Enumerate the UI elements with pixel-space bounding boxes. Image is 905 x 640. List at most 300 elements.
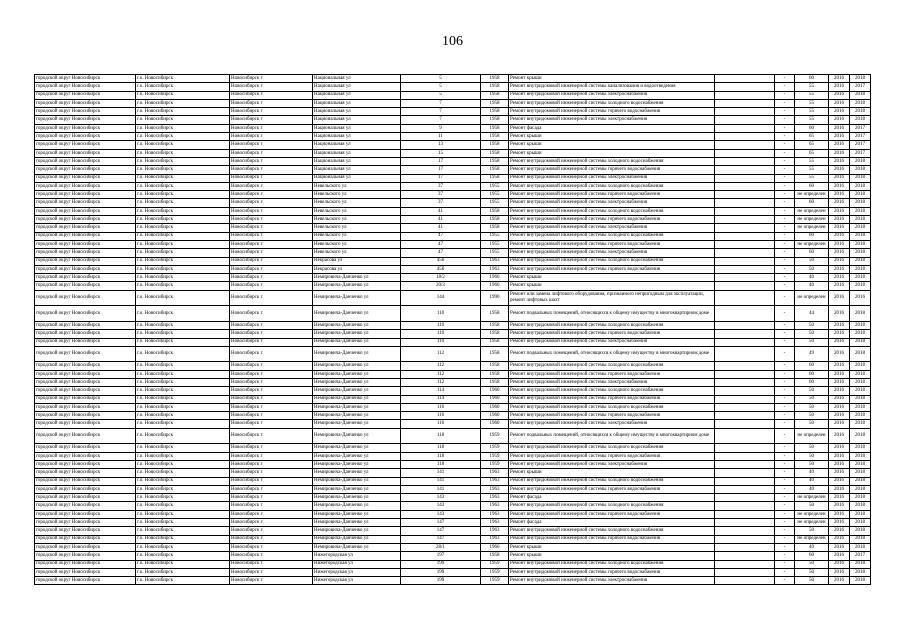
settlement-cell: Новосибирск г	[230, 83, 313, 91]
build-year-cell: 1958	[481, 216, 509, 224]
build-year-cell: 1963	[481, 485, 509, 493]
street-cell: Нижегородская ул	[313, 577, 401, 585]
year-from-cell: 2016	[829, 99, 850, 107]
flag-cell: -	[775, 232, 795, 240]
build-year-cell: 1958	[481, 133, 509, 141]
table-row	[35, 224, 871, 232]
interval-cell: 60	[795, 370, 829, 378]
street-cell: Национальная ул	[313, 75, 401, 83]
municipality-cell: г.о. Новосибирск	[136, 395, 230, 403]
year-to-cell: 2018	[850, 469, 871, 477]
flag-cell: -	[775, 149, 795, 157]
build-year-cell: 1958	[481, 108, 509, 116]
district-cell: городской округ Новосибирск	[35, 224, 136, 232]
year-from-cell: 2016	[829, 207, 850, 215]
district-cell: городской округ Новосибирск	[35, 191, 136, 199]
year-from-cell: 2016	[829, 249, 850, 257]
house-number-cell: 47	[401, 249, 481, 257]
table-row	[35, 387, 871, 395]
flag-cell: -	[775, 527, 795, 535]
year-to-cell: 2018	[850, 510, 871, 518]
flag-cell: -	[775, 543, 795, 551]
year-to-cell: 2018	[850, 403, 871, 411]
district-cell: городской округ Новосибирск	[35, 387, 136, 395]
year-from-cell: 2016	[829, 552, 850, 560]
build-year-cell: 1955	[481, 191, 509, 199]
settlement-cell: Новосибирск г	[230, 257, 313, 265]
street-cell: Немировича-Данченко ул	[313, 452, 401, 460]
flag-cell: -	[775, 387, 795, 395]
flag-cell: -	[775, 290, 795, 306]
district-cell: городской округ Новосибирск	[35, 249, 136, 257]
municipality-cell: г.о. Новосибирск	[136, 182, 230, 190]
blank-cell	[715, 99, 775, 107]
year-from-cell: 2016	[829, 191, 850, 199]
year-from-cell: 2016	[829, 502, 850, 510]
blank-cell	[715, 149, 775, 157]
build-year-cell: 1960	[481, 387, 509, 395]
build-year-cell: 1960	[481, 395, 509, 403]
blank-cell	[715, 157, 775, 165]
work-type-cell: Ремонт внутридомовой инженерной системы холодного водоснабжения	[509, 477, 715, 485]
blank-cell	[715, 412, 775, 420]
street-cell: Немировича-Данченко ул	[313, 321, 401, 329]
interval-cell: 55	[795, 157, 829, 165]
interval-cell: не определен	[795, 191, 829, 199]
table-row	[35, 510, 871, 518]
year-to-cell: 2018	[850, 216, 871, 224]
table-row	[35, 420, 871, 428]
house-number-cell: 5	[401, 75, 481, 83]
district-cell: городской округ Новосибирск	[35, 124, 136, 132]
table-row	[35, 543, 871, 551]
flag-cell: -	[775, 577, 795, 585]
district-cell: городской округ Новосибирск	[35, 519, 136, 527]
interval-cell: 65	[795, 149, 829, 157]
flag-cell: -	[775, 216, 795, 224]
year-to-cell: 2018	[850, 257, 871, 265]
municipality-cell: г.о. Новосибирск	[136, 560, 230, 568]
blank-cell	[715, 387, 775, 395]
build-year-cell: 1958	[481, 116, 509, 124]
settlement-cell: Новосибирск г	[230, 207, 313, 215]
municipality-cell: г.о. Новосибирск	[136, 403, 230, 411]
year-to-cell: 2018	[850, 395, 871, 403]
year-from-cell: 2016	[829, 346, 850, 362]
municipality-cell: г.о. Новосибирск	[136, 535, 230, 543]
municipality-cell: г.о. Новосибирск	[136, 108, 230, 116]
flag-cell: -	[775, 257, 795, 265]
year-from-cell: 2016	[829, 444, 850, 452]
interval-cell: не определен	[795, 216, 829, 224]
table-row	[35, 257, 871, 265]
build-year-cell: 1963	[481, 257, 509, 265]
blank-cell	[715, 116, 775, 124]
settlement-cell: Новосибирск г	[230, 116, 313, 124]
municipality-cell: г.о. Новосибирск	[136, 568, 230, 576]
year-from-cell: 2016	[829, 141, 850, 149]
work-type-cell: Ремонт крыши	[509, 149, 715, 157]
settlement-cell: Новосибирск г	[230, 330, 313, 338]
house-number-cell: 7	[401, 99, 481, 107]
year-to-cell: 2016	[850, 290, 871, 306]
settlement-cell: Новосибирск г	[230, 460, 313, 468]
year-from-cell: 2016	[829, 535, 850, 543]
settlement-cell: Новосибирск г	[230, 560, 313, 568]
blank-cell	[715, 141, 775, 149]
build-year-cell: 1963	[481, 265, 509, 273]
district-cell: городской округ Новосибирск	[35, 157, 136, 165]
house-number-cell: 116	[401, 420, 481, 428]
interval-cell: 40	[795, 274, 829, 282]
build-year-cell: 1963	[481, 477, 509, 485]
district-cell: городской округ Новосибирск	[35, 274, 136, 282]
year-to-cell: 2018	[850, 306, 871, 322]
district-cell: городской округ Новосибирск	[35, 216, 136, 224]
build-year-cell: 1958	[481, 378, 509, 386]
year-from-cell: 2016	[829, 412, 850, 420]
year-to-cell: 2018	[850, 494, 871, 502]
year-to-cell: 2018	[850, 274, 871, 282]
blank-cell	[715, 460, 775, 468]
year-to-cell: 2018	[850, 502, 871, 510]
blank-cell	[715, 535, 775, 543]
house-number-cell: 47	[401, 232, 481, 240]
house-number-cell: 141	[401, 485, 481, 493]
flag-cell: -	[775, 157, 795, 165]
municipality-cell: г.о. Новосибирск	[136, 460, 230, 468]
street-cell: Национальная ул	[313, 124, 401, 132]
street-cell: Немировича-Данченко ул	[313, 428, 401, 444]
blank-cell	[715, 207, 775, 215]
street-cell: Немировича-Данченко ул	[313, 420, 401, 428]
interval-cell: 50	[795, 265, 829, 273]
district-cell: городской округ Новосибирск	[35, 133, 136, 141]
street-cell: Национальная ул	[313, 174, 401, 182]
blank-cell	[715, 577, 775, 585]
flag-cell: -	[775, 494, 795, 502]
year-to-cell: 2018	[850, 428, 871, 444]
house-number-cell: 116	[401, 403, 481, 411]
flag-cell: -	[775, 282, 795, 290]
blank-cell	[715, 519, 775, 527]
house-number-cell: 110	[401, 321, 481, 329]
table-row	[35, 378, 871, 386]
house-number-cell: 118	[401, 452, 481, 460]
table-row	[35, 395, 871, 403]
blank-cell	[715, 378, 775, 386]
district-cell: городской округ Новосибирск	[35, 108, 136, 116]
table-row	[35, 469, 871, 477]
build-year-cell: 1958	[481, 370, 509, 378]
year-to-cell: 2018	[850, 249, 871, 257]
work-type-cell: Ремонт внутридомовой инженерной системы канализования и водоотведения	[509, 83, 715, 91]
municipality-cell: г.о. Новосибирск	[136, 387, 230, 395]
interval-cell: 65	[795, 133, 829, 141]
year-to-cell: 2018	[850, 99, 871, 107]
interval-cell: 60	[795, 249, 829, 257]
year-from-cell: 2016	[829, 166, 850, 174]
build-year-cell: 1955	[481, 232, 509, 240]
blank-cell	[715, 428, 775, 444]
house-number-cell: 112	[401, 362, 481, 370]
street-cell: Невельского ул	[313, 240, 401, 248]
house-number-cell: 199	[401, 577, 481, 585]
interval-cell: 60	[795, 552, 829, 560]
blank-cell	[715, 370, 775, 378]
municipality-cell: г.о. Новосибирск	[136, 290, 230, 306]
blank-cell	[715, 338, 775, 346]
settlement-cell: Новосибирск г	[230, 99, 313, 107]
table-row	[35, 346, 871, 362]
street-cell: Немировича-Данченко ул	[313, 290, 401, 306]
municipality-cell: г.о. Новосибирск	[136, 191, 230, 199]
municipality-cell: г.о. Новосибирск	[136, 265, 230, 273]
municipality-cell: г.о. Новосибирск	[136, 249, 230, 257]
work-type-cell: Ремонт внутридомовой инженерной системы электроснабжения	[509, 338, 715, 346]
year-to-cell: 2018	[850, 362, 871, 370]
flag-cell: -	[775, 338, 795, 346]
interval-cell: 65	[795, 141, 829, 149]
interval-cell: 60	[795, 182, 829, 190]
flag-cell: -	[775, 124, 795, 132]
flag-cell: -	[775, 91, 795, 99]
year-to-cell: 2018	[850, 232, 871, 240]
blank-cell	[715, 420, 775, 428]
district-cell: городской округ Новосибирск	[35, 91, 136, 99]
house-number-cell: 13	[401, 141, 481, 149]
municipality-cell: г.о. Новосибирск	[136, 370, 230, 378]
flag-cell: -	[775, 346, 795, 362]
table-row	[35, 75, 871, 83]
table-row	[35, 444, 871, 452]
flag-cell: -	[775, 321, 795, 329]
municipality-cell: г.о. Новосибирск	[136, 207, 230, 215]
settlement-cell: Новосибирск г	[230, 378, 313, 386]
work-type-cell: Ремонт крыши	[509, 274, 715, 282]
district-cell: городской округ Новосибирск	[35, 477, 136, 485]
district-cell: городской округ Новосибирск	[35, 116, 136, 124]
blank-cell	[715, 444, 775, 452]
table-row	[35, 83, 871, 91]
table-row	[35, 232, 871, 240]
blank-cell	[715, 249, 775, 257]
interval-cell: 50	[795, 403, 829, 411]
work-type-cell: Ремонт внутридомовой инженерной системы горячего водоснабжения	[509, 108, 715, 116]
build-year-cell: 1960	[481, 412, 509, 420]
year-to-cell: 2018	[850, 282, 871, 290]
house-number-cell: 144	[401, 290, 481, 306]
blank-cell	[715, 362, 775, 370]
settlement-cell: Новосибирск г	[230, 535, 313, 543]
settlement-cell: Новосибирск г	[230, 477, 313, 485]
street-cell: Национальная ул	[313, 99, 401, 107]
year-to-cell: 2017	[850, 124, 871, 132]
year-to-cell: 2018	[850, 91, 871, 99]
table-row	[35, 199, 871, 207]
municipality-cell: г.о. Новосибирск	[136, 141, 230, 149]
street-cell: Национальная ул	[313, 83, 401, 91]
build-year-cell: 1958	[481, 338, 509, 346]
build-year-cell: 1958	[481, 91, 509, 99]
table-row	[35, 477, 871, 485]
year-from-cell: 2016	[829, 91, 850, 99]
year-to-cell: 2018	[850, 485, 871, 493]
street-cell: Немировича-Данченко ул	[313, 519, 401, 527]
year-to-cell: 2018	[850, 265, 871, 273]
year-from-cell: 2016	[829, 83, 850, 91]
settlement-cell: Новосибирск г	[230, 124, 313, 132]
year-to-cell: 2018	[850, 207, 871, 215]
house-number-cell: 41	[401, 216, 481, 224]
work-type-cell: Ремонт внутридомовой инженерной системы электроснабжения	[509, 224, 715, 232]
build-year-cell: 1958	[481, 346, 509, 362]
interval-cell: 44	[795, 306, 829, 322]
work-type-cell: Ремонт внутридомовой инженерной системы холодного водоснабжения	[509, 257, 715, 265]
municipality-cell: г.о. Новосибирск	[136, 91, 230, 99]
flag-cell: -	[775, 460, 795, 468]
build-year-cell: 1963	[481, 510, 509, 518]
repair-schedule-table	[34, 74, 871, 585]
year-to-cell: 2018	[850, 535, 871, 543]
table-row	[35, 502, 871, 510]
year-from-cell: 2016	[829, 265, 850, 273]
house-number-cell: 37	[401, 182, 481, 190]
blank-cell	[715, 510, 775, 518]
district-cell: городской округ Новосибирск	[35, 282, 136, 290]
municipality-cell: г.о. Новосибирск	[136, 116, 230, 124]
year-from-cell: 2016	[829, 460, 850, 468]
work-type-cell: Ремонт подвальных помещений, относящихся к общему имуществу в многоквартирном доме	[509, 346, 715, 362]
settlement-cell: Новосибирск г	[230, 395, 313, 403]
year-from-cell: 2016	[829, 108, 850, 116]
settlement-cell: Новосибирск г	[230, 403, 313, 411]
interval-cell: 40	[795, 282, 829, 290]
work-type-cell: Ремонт внутридомовой инженерной системы горячего водоснабжения	[509, 395, 715, 403]
build-year-cell: 1958	[481, 330, 509, 338]
blank-cell	[715, 477, 775, 485]
flag-cell: -	[775, 174, 795, 182]
flag-cell: -	[775, 182, 795, 190]
blank-cell	[715, 568, 775, 576]
interval-cell: 49	[795, 346, 829, 362]
work-type-cell: Ремонт внутридомовой инженерной системы холодного водоснабжения	[509, 321, 715, 329]
blank-cell	[715, 485, 775, 493]
blank-cell	[715, 502, 775, 510]
year-to-cell: 2018	[850, 108, 871, 116]
street-cell: Немировича-Данченко ул	[313, 306, 401, 322]
work-type-cell: Ремонт внутридомовой инженерной системы горячего водоснабжения	[509, 240, 715, 248]
table-row	[35, 265, 871, 273]
table-row	[35, 91, 871, 99]
blank-cell	[715, 452, 775, 460]
blank-cell	[715, 174, 775, 182]
table-row	[35, 282, 871, 290]
year-from-cell: 2016	[829, 224, 850, 232]
municipality-cell: г.о. Новосибирск	[136, 330, 230, 338]
page-number: 106	[442, 34, 463, 49]
work-type-cell: Ремонт внутридомовой инженерной системы горячего водоснабжения	[509, 568, 715, 576]
settlement-cell: Новосибирск г	[230, 240, 313, 248]
house-number-cell: 147	[401, 519, 481, 527]
interval-cell: не определен	[795, 519, 829, 527]
build-year-cell: 1990	[481, 290, 509, 306]
table-row	[35, 290, 871, 306]
district-cell: городской округ Новосибирск	[35, 378, 136, 386]
year-to-cell: 2018	[850, 240, 871, 248]
house-number-cell: 9	[401, 124, 481, 132]
work-type-cell: Ремонт фасада	[509, 124, 715, 132]
table-row	[35, 452, 871, 460]
work-type-cell: Ремонт внутридомовой инженерной системы холодного водоснабжения	[509, 232, 715, 240]
year-to-cell: 2018	[850, 460, 871, 468]
blank-cell	[715, 543, 775, 551]
build-year-cell: 1959	[481, 444, 509, 452]
flag-cell: -	[775, 207, 795, 215]
flag-cell: -	[775, 108, 795, 116]
blank-cell	[715, 290, 775, 306]
work-type-cell: Ремонт внутридомовой инженерной системы холодного водоснабжения	[509, 527, 715, 535]
settlement-cell: Новосибирск г	[230, 420, 313, 428]
house-number-cell: 114	[401, 395, 481, 403]
municipality-cell: г.о. Новосибирск	[136, 174, 230, 182]
interval-cell: 40	[795, 543, 829, 551]
year-to-cell: 2018	[850, 166, 871, 174]
blank-cell	[715, 395, 775, 403]
district-cell: городской округ Новосибирск	[35, 306, 136, 322]
build-year-cell: 1955	[481, 182, 509, 190]
year-from-cell: 2016	[829, 403, 850, 411]
house-number-cell: 7	[401, 108, 481, 116]
interval-cell: 60	[795, 124, 829, 132]
district-cell: городской округ Новосибирск	[35, 257, 136, 265]
settlement-cell: Новосибирск г	[230, 133, 313, 141]
municipality-cell: г.о. Новосибирск	[136, 157, 230, 165]
year-from-cell: 2016	[829, 174, 850, 182]
blank-cell	[715, 124, 775, 132]
year-from-cell: 2016	[829, 199, 850, 207]
street-cell: Национальная ул	[313, 149, 401, 157]
house-number-cell: 116	[401, 412, 481, 420]
municipality-cell: г.о. Новосибирск	[136, 378, 230, 386]
year-to-cell: 2018	[850, 330, 871, 338]
settlement-cell: Новосибирск г	[230, 166, 313, 174]
street-cell: Невельского ул	[313, 191, 401, 199]
interval-cell: не определен	[795, 494, 829, 502]
work-type-cell: Ремонт внутридомовой инженерной системы электроснабжения	[509, 378, 715, 386]
year-from-cell: 2016	[829, 282, 850, 290]
house-number-cell: 141	[401, 477, 481, 485]
flag-cell: -	[775, 502, 795, 510]
build-year-cell: 1963	[481, 469, 509, 477]
build-year-cell: 1958	[481, 552, 509, 560]
work-type-cell: Ремонт внутридомовой инженерной системы горячего водоснабжения	[509, 535, 715, 543]
interval-cell: 55	[795, 83, 829, 91]
year-from-cell: 2016	[829, 330, 850, 338]
year-from-cell: 2016	[829, 216, 850, 224]
interval-cell: 50	[795, 560, 829, 568]
work-type-cell: Ремонт внутридомовой инженерной системы горячего водоснабжения	[509, 191, 715, 199]
street-cell: Национальная ул	[313, 157, 401, 165]
table-row	[35, 166, 871, 174]
house-number-cell: 110	[401, 330, 481, 338]
build-year-cell: 1960	[481, 420, 509, 428]
flag-cell: -	[775, 403, 795, 411]
table-row	[35, 116, 871, 124]
settlement-cell: Новосибирск г	[230, 527, 313, 535]
house-number-cell: 143	[401, 502, 481, 510]
table-body	[35, 75, 871, 585]
